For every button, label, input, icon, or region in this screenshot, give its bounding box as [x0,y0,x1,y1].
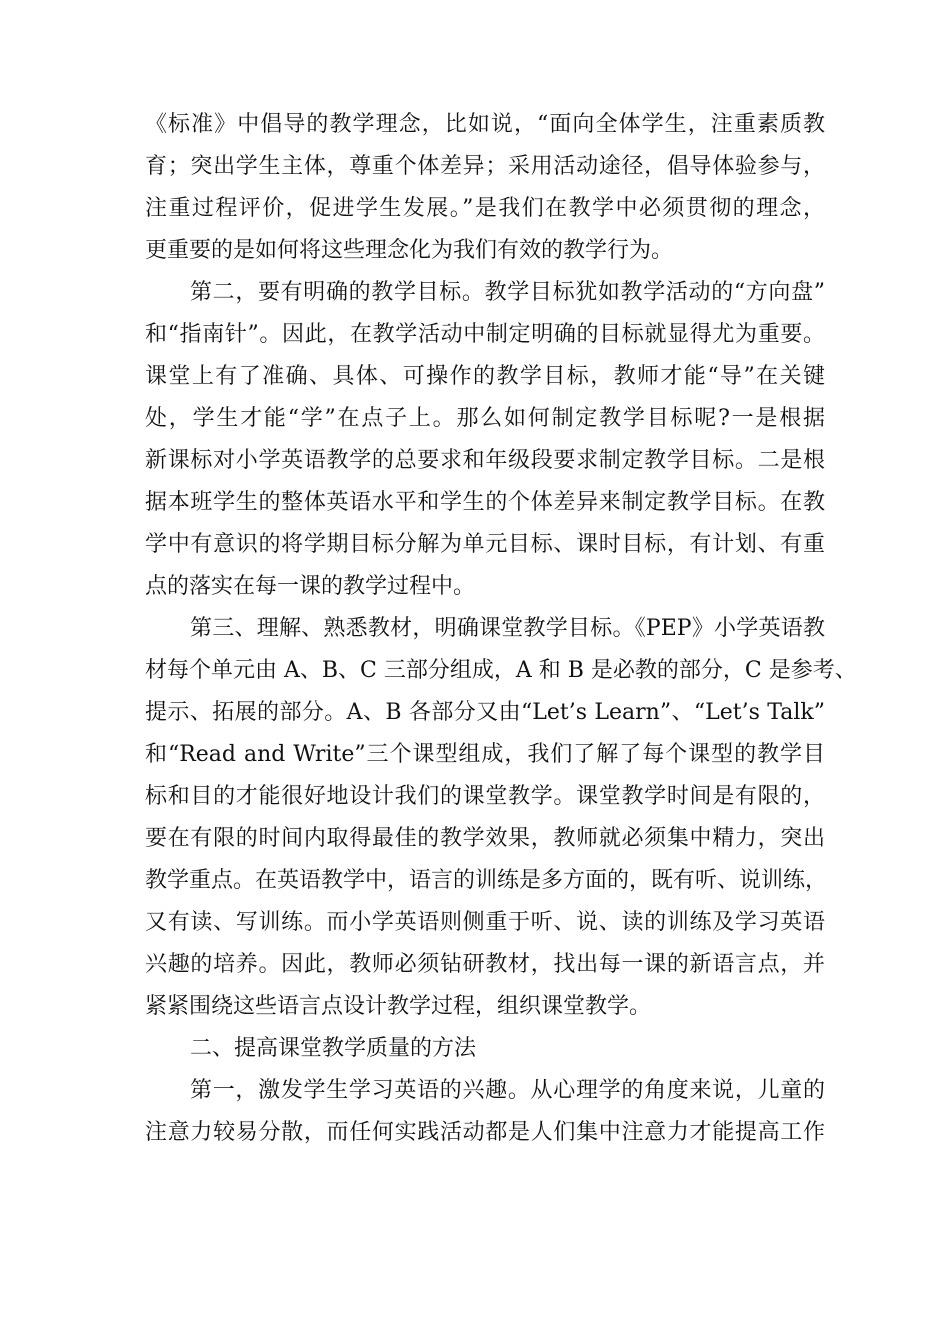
text-line: 紧紧围绕这些语言点设计教学过程，组织课堂教学。 [145,994,652,1019]
text-line: 更重要的是如何将这些理念化为我们有效的教学行为。 [145,238,674,263]
text-line: 新课标对小学英语教学的总要求和年级段要求制定教学目标。二是根 [145,448,825,473]
text-line: 注意力较易分散，而任何实践活动都是人们集中注意力才能提高工作 [145,1120,825,1145]
paragraph-first-line: 第三、理解、熟悉教材，明确课堂教学目标。《PEP》小学英语教 [190,616,825,641]
text-line: 点的落实在每一课的教学过程中。 [145,574,476,599]
text-line: 和“Read and Write”三个课型组成，我们了解了每个课型的教学目 [145,742,825,767]
text-line: 标和目的才能很好地设计我们的课堂教学。课堂教学时间是有限的， [145,784,825,809]
text-line: 学中有意识的将学期目标分解为单元目标、课时目标，有计划、有重 [145,532,825,557]
text-line: 提示、拓展的部分。A、B 各部分又由“Let’s Learn”、“Let’s Talk” [145,700,825,725]
text-line: 据本班学生的整体英语水平和学生的个体差异来制定教学目标。在教 [145,490,825,515]
text-line: 材每个单元由 A、B、C 三部分组成，A 和 B 是必教的部分，C 是参考、 [145,658,857,683]
text-line: 又有读、写训练。而小学英语则侧重于听、说、读的训练及学习英语 [145,910,825,935]
paragraph-first-line: 第二，要有明确的教学目标。教学目标犹如教学活动的“方向盘” [190,280,825,305]
text-line: 课堂上有了准确、具体、可操作的教学目标，教师才能“导”在关键 [145,364,825,389]
section-heading: 二、提高课堂教学质量的方法 [190,1036,477,1061]
text-line: 兴趣的培养。因此，教师必须钻研教材，找出每一课的新语言点，并 [145,952,825,977]
text-line: 注重过程评价，促进学生发展。”是我们在教学中必须贯彻的理念， [145,196,825,221]
text-line: 育；突出学生主体，尊重个体差异；采用活动途径，倡导体验参与， [145,154,825,179]
text-line: 要在有限的时间内取得最佳的教学效果，教师就必须集中精力，突出 [145,826,825,851]
text-line: 处，学生才能“学”在点子上。那么如何制定教学目标呢?一是根据 [145,406,825,431]
text-line: 和“指南针”。因此，在教学活动中制定明确的目标就显得尤为重要。 [145,322,825,347]
paragraph-first-line: 第一，激发学生学习英语的兴趣。从心理学的角度来说，儿童的 [190,1078,825,1103]
text-line: 教学重点。在英语教学中，语言的训练是多方面的，既有听、说训练， [145,868,828,893]
text-line: 《标准》中倡导的教学理念，比如说，“面向全体学生，注重素质教 [145,112,825,137]
